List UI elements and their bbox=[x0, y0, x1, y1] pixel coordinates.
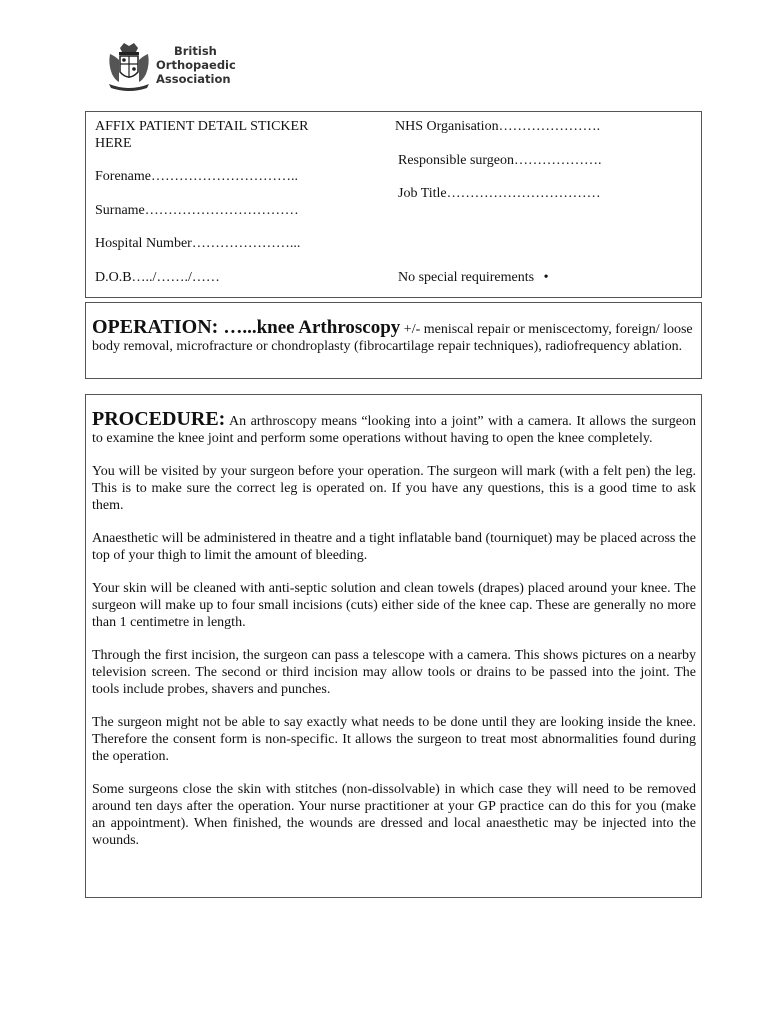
dob-field: D.O.B…../……./…… bbox=[95, 270, 220, 285]
procedure-paragraph: The surgeon might not be able to say exactly what needs to be done until they are looking inside the knee. Therefore the consent form is non-specific. It allows the surgeon to treat most abnormalities found during the operation. bbox=[92, 715, 696, 764]
hospital-number-field: Hospital Number…………………... bbox=[95, 236, 301, 251]
forename-field: Forename………………………….. bbox=[95, 169, 298, 184]
operation-label: OPERATION bbox=[92, 316, 212, 338]
sticker-label-line2: HERE bbox=[95, 136, 132, 151]
bullet-icon: • bbox=[543, 270, 549, 285]
operation-text bbox=[92, 316, 694, 355]
procedure-text bbox=[92, 408, 696, 865]
procedure-box bbox=[85, 394, 702, 898]
operation-colon: : bbox=[211, 316, 224, 338]
surname-field: Surname…………………………… bbox=[95, 203, 299, 218]
nhs-organisation-field: NHS Organisation…………………. bbox=[395, 119, 601, 134]
procedure-paragraph: Anaesthetic will be administered in theatre and a tight inflatable band (tourniquet) may be placed across the top of your thigh to limit the amount of bleeding. bbox=[92, 531, 696, 563]
operation-box bbox=[85, 302, 702, 379]
responsible-surgeon-field: Responsible surgeon………………. bbox=[398, 153, 602, 168]
patient-details-box bbox=[85, 111, 702, 298]
logo-line-association: Association bbox=[156, 72, 231, 86]
job-title-field: Job Title…………………………… bbox=[398, 186, 601, 201]
procedure-paragraph: Through the first incision, the surgeon can pass a telescope with a camera. This shows pictures on a nearby television screen. The second or third incision may allow tools or drains to be passed into the joint. The tools include probes, shavers and punches. bbox=[92, 648, 696, 697]
logo-line-british: British bbox=[174, 44, 217, 58]
procedure-paragraph: You will be visited by your surgeon before your operation. The surgeon will mark (with a felt pen) the leg. This is to make sure the correct leg is operated on. If you have any questions, this is a good time to ask them. bbox=[92, 464, 696, 513]
logo-text bbox=[156, 44, 236, 86]
procedure-paragraph: Some surgeons close the skin with stitches (non-dissolvable) in which case they will need to be removed around ten days after the operation. Your nurse practitioner at your GP practice can do this for you (make an appointment). When finished, the wounds are dressed and local anaesthetic may be injected into the wounds. bbox=[92, 782, 696, 848]
boa-logo bbox=[106, 40, 256, 92]
procedure-paragraph: Your skin will be cleaned with anti-septic solution and clean towels (drapes) placed around your knee. The surgeon will make up to four small incisions (cuts) either side of the knee cap. These are generally no more than 1 centimetre in length. bbox=[92, 581, 696, 630]
operation-details: +/- meniscal repair or meniscectomy, foreign/ loose body removal, microfracture or chondroplasty (fibrocartilage repair techniques), radiofrequency ablation. bbox=[92, 322, 693, 354]
procedure-intro: An arthroscopy means “looking into a joint” with a camera. It allows the surgeon to examine the knee joint and perform some operations without having to open the knee completely. bbox=[92, 414, 696, 446]
operation-name: …...knee Arthroscopy bbox=[223, 317, 401, 338]
logo-line-orthopaedic: Orthopaedic bbox=[156, 58, 236, 72]
procedure-intro-paragraph bbox=[92, 408, 696, 447]
special-requirements-label: No special requirements bbox=[398, 270, 535, 285]
coat-of-arms-icon bbox=[106, 40, 152, 92]
special-requirements-field bbox=[398, 269, 548, 286]
procedure-label: PROCEDURE: bbox=[92, 408, 226, 430]
sticker-label-line1: AFFIX PATIENT DETAIL STICKER bbox=[95, 119, 309, 134]
